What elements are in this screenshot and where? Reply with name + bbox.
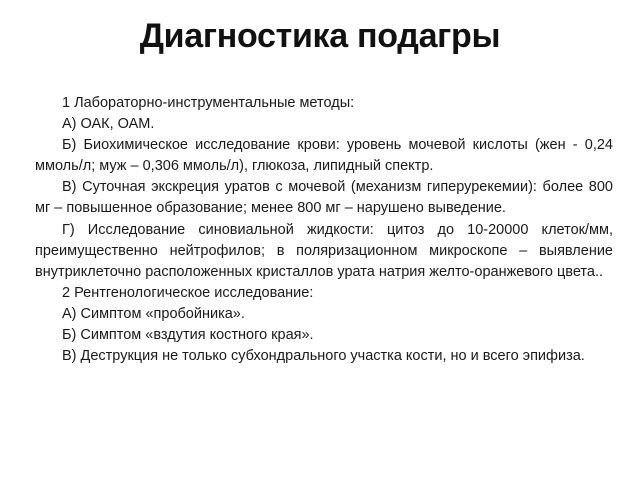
list-item: Б) Биохимическое исследование крови: уровень мочевой кислоты (жен - 0,24 ммоль/л; муж – 0,306 ммоль/л), глюкоза, липидный спектр. xyxy=(35,137,613,175)
section-heading-laboratory: 1 Лабораторно-инструментальные методы: xyxy=(62,95,355,111)
list-item: В) Суточная экскреция уратов с мочевой (механизм гиперурекемии): более 800 мг – повышенное образование; менее 800 мг – нарушено выведение. xyxy=(35,179,613,217)
slide-title: Диагностика подагры xyxy=(139,17,501,55)
slide-body xyxy=(35,93,613,367)
list-item: А) ОАК, ОАМ. xyxy=(62,116,155,133)
section-heading-xray: 2 Рентгенологическое исследование: xyxy=(62,284,314,301)
list-item: Б) Симптом «вздутия костного края». xyxy=(62,327,314,344)
list-item: Г) Исследование синовиальной жидкости: цитоз до 10-20000 клеток/мм, преимущественно нейтрофилов; в поляризационном микроскопе – выявление внутриклеточно расположенных кристаллов урата натрия желто-оранжевого цвета.. xyxy=(35,221,613,280)
list-item: А) Симптом «пробойника». xyxy=(62,305,245,322)
list-item: В) Деструкция не только субхондрального участка кости, но и всего эпифиза. xyxy=(62,348,585,365)
